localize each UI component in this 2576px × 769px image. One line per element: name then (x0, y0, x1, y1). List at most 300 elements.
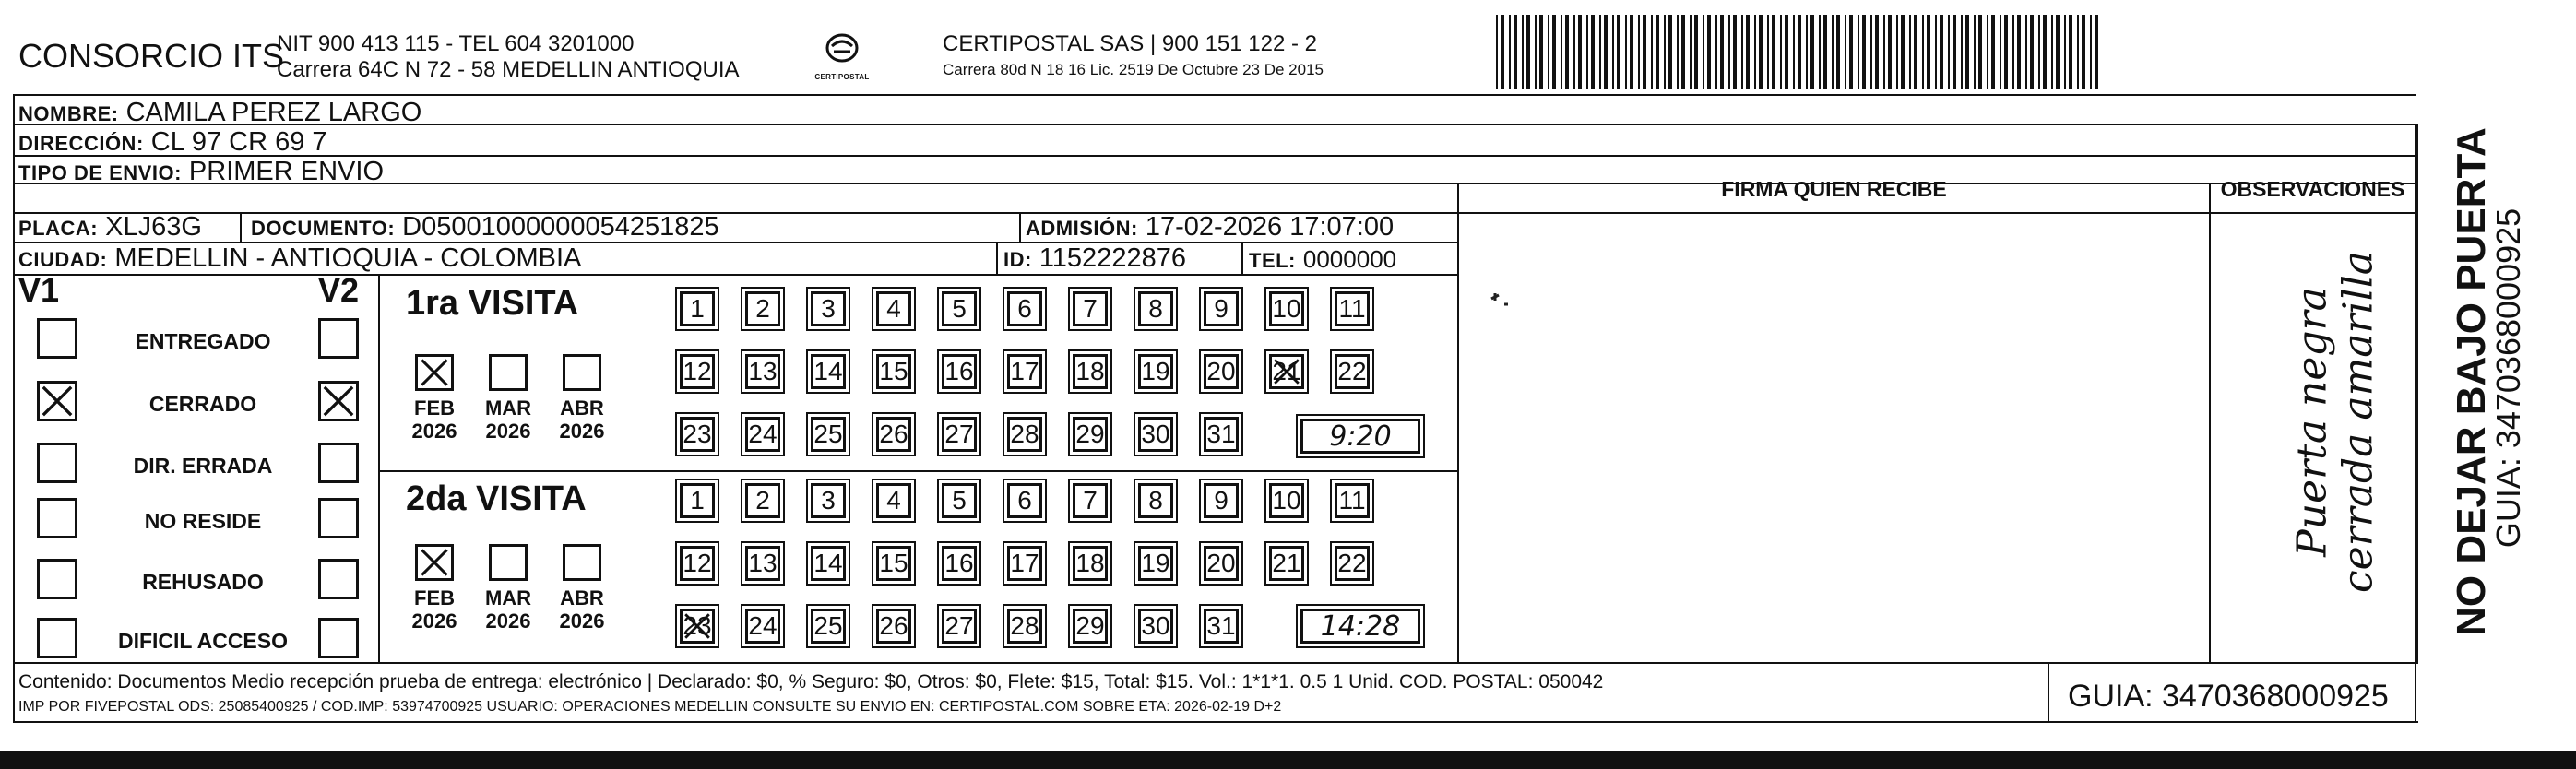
barcode-bar (1935, 15, 1937, 89)
visit1-day-box[interactable] (1007, 291, 1042, 326)
visit2-day-box[interactable] (942, 546, 977, 581)
barcode-bar (1501, 15, 1504, 89)
recipient-name: CAMILA PEREZ LARGO (125, 98, 422, 127)
visit2-month-label (404, 586, 465, 633)
visit1-day-box[interactable] (1335, 291, 1370, 326)
v2-checkbox-1[interactable] (318, 318, 359, 359)
barcode-bar (2069, 15, 2072, 89)
day-number: 31 (1206, 420, 1236, 448)
barcode-bar (1728, 15, 1730, 89)
visit1-day-box[interactable] (680, 354, 715, 389)
v2-checkbox-3[interactable] (318, 443, 359, 483)
barcode-bar (1715, 15, 1717, 89)
barcode-bar (1901, 15, 1905, 89)
visit1-month-checkbox-2[interactable] (489, 354, 528, 391)
day-number: 16 (944, 549, 974, 577)
day-number: 12 (683, 549, 712, 577)
visit2-day-box[interactable] (1335, 546, 1370, 581)
barcode-bar (1612, 15, 1614, 89)
month-year: 2026 (485, 609, 531, 633)
visit2-day-box[interactable] (1007, 546, 1042, 581)
barcode-bar (1496, 15, 1498, 89)
visit2-day-box[interactable] (1269, 483, 1304, 518)
day-number: 8 (1148, 294, 1163, 323)
visit1-day-box[interactable] (1073, 354, 1108, 389)
barcode-bar (1690, 15, 1692, 89)
month-year: 2026 (559, 420, 605, 443)
shipment-type-label: TIPO DE ENVIO: (18, 161, 182, 184)
barcode-bar (1586, 15, 1588, 89)
day-number: 18 (1075, 357, 1105, 385)
barcode-bar (1578, 15, 1582, 89)
day-number: 22 (1337, 357, 1367, 385)
day-number: 25 (813, 420, 843, 448)
footer-content: Contenido: Documentos Medio recepción prueba de entrega: electrónico | Declarado: $0, % Seguro: $0, Otros: $0, Flete: $15, Total: $15. Vol.: 1*1*1. 0.5 1 Unid. COD. POSTAL: 050042 (18, 671, 1604, 692)
barcode-bar (1643, 15, 1646, 89)
day-number: 10 (1272, 486, 1301, 515)
day-number: 21 (1272, 357, 1301, 385)
id-label: ID: (1003, 248, 1032, 271)
plate-label: PLACA: (18, 217, 99, 240)
day-number: 12 (683, 357, 712, 385)
barcode-bar (1694, 15, 1698, 89)
day-number: 9 (1214, 486, 1229, 515)
barcode-bar (1823, 15, 1827, 89)
visit1-day-box[interactable] (1007, 417, 1042, 452)
day-number: 8 (1148, 486, 1163, 515)
day-number: 5 (952, 294, 967, 323)
status-label: REHUSADO (142, 570, 264, 594)
barcode-bar (1862, 15, 1866, 89)
admission-field (1026, 214, 1394, 241)
day-number: 18 (1075, 549, 1105, 577)
visit1-day-box[interactable] (811, 417, 846, 452)
visit2-day-box[interactable] (1335, 483, 1370, 518)
day-number: 2 (755, 486, 770, 515)
barcode-bar (1772, 15, 1775, 89)
v1-checkbox-2[interactable] (37, 381, 77, 421)
day-number: 23 (683, 611, 712, 640)
visit1-time: 9:20 (1300, 419, 1420, 454)
admission-value: 17-02-2026 17:07:00 (1145, 212, 1395, 242)
barcode-bar (1539, 15, 1543, 89)
visit2-day-box[interactable] (1138, 609, 1173, 644)
visit1-day-box[interactable] (876, 354, 911, 389)
visit2-day-box[interactable] (1073, 546, 1108, 581)
footer-guia: GUIA: 3470368000925 (2068, 679, 2389, 714)
barcode-bar (1948, 15, 1950, 89)
day-number: 11 (1338, 294, 1366, 323)
day-number: 28 (1010, 420, 1039, 448)
visit1-day-box[interactable] (876, 291, 911, 326)
barcode-bar (1720, 15, 1724, 89)
visit2-month-label (478, 586, 539, 633)
visit1-day-box[interactable] (942, 417, 977, 452)
visit1-day-box[interactable] (1073, 417, 1108, 452)
document-value: D05001000000054251825 (402, 212, 719, 242)
barcode-bar (1741, 15, 1743, 89)
side-warning (2426, 124, 2564, 658)
city-value: MEDELLIN - ANTIOQUIA - COLOMBIA (114, 243, 582, 273)
address-value: CL 97 CR 69 7 (150, 127, 327, 157)
status-label: DIR. ERRADA (133, 454, 273, 478)
visit1-day-box[interactable] (1269, 291, 1304, 326)
barcode-bar (1961, 15, 1963, 89)
visit1-day-box[interactable] (680, 417, 715, 452)
status-label: DIFICIL ACCESO (117, 629, 288, 653)
visit1-day-box[interactable] (745, 354, 780, 389)
visit1-day-box[interactable] (1204, 291, 1239, 326)
visit2-day-box[interactable] (1007, 609, 1042, 644)
barcode-bar (1565, 15, 1569, 89)
barcode-bar (1573, 15, 1575, 89)
visit2-day-box[interactable] (680, 609, 715, 644)
barcode-bar (1651, 15, 1653, 89)
day-number: 2 (755, 294, 770, 323)
logo-text: CERTIPOSTAL (814, 73, 870, 81)
document-field (251, 214, 719, 241)
day-number: 31 (1206, 611, 1236, 640)
document-label: DOCUMENTO: (251, 217, 396, 240)
tel-label: TEL: (1249, 249, 1296, 272)
visit2-day-box[interactable] (811, 483, 846, 518)
day-number: 20 (1206, 549, 1236, 577)
barcode-bar (1922, 15, 1924, 89)
barcode-bar (1707, 15, 1711, 89)
plate-field (18, 214, 202, 241)
barcode-bar (2077, 15, 2079, 89)
check-x-icon (40, 384, 75, 419)
day-number: 14 (813, 549, 843, 577)
check-x-icon (1272, 357, 1301, 386)
day-number: 29 (1075, 420, 1105, 448)
day-number: 16 (944, 357, 974, 385)
barcode-bar (1677, 15, 1679, 89)
barcode-bar (1526, 15, 1530, 89)
barcode-bar (1914, 15, 1917, 89)
barcode-bar (2056, 15, 2060, 89)
barcode-bar (1798, 15, 1801, 89)
barcode-bar (1535, 15, 1537, 89)
month-name: ABR (560, 396, 604, 420)
visit1-day-box[interactable] (1204, 417, 1239, 452)
barcode-bar (1832, 15, 1834, 89)
visit1-day-box[interactable] (1138, 354, 1173, 389)
v1-checkbox-4[interactable] (37, 498, 77, 538)
visit2-day-box[interactable] (811, 546, 846, 581)
company-address: Carrera 64C N 72 - 58 MEDELLIN ANTIOQUIA (277, 57, 740, 82)
month-name: FEB (414, 396, 455, 420)
shipment-type-value: PRIMER ENVIO (188, 157, 385, 186)
barcode-bar (1617, 15, 1620, 89)
city-field (18, 245, 581, 272)
day-number: 29 (1075, 611, 1105, 640)
visit2-time: 14:28 (1300, 609, 1420, 644)
barcode-bar (1656, 15, 1659, 89)
day-number: 26 (879, 420, 908, 448)
day-number: 20 (1206, 357, 1236, 385)
day-number: 1 (690, 486, 705, 515)
day-number: 19 (1141, 549, 1170, 577)
company-name: CONSORCIO ITS (18, 37, 285, 75)
day-number: 1 (690, 294, 705, 323)
barcode-bar (2090, 15, 2092, 89)
barcode-bar (1806, 15, 1808, 89)
day-number: 4 (886, 294, 901, 323)
company-nit: NIT 900 413 115 - TEL 604 3201000 (277, 31, 635, 56)
v1-checkbox-1[interactable] (37, 318, 77, 359)
month-name: MAR (484, 396, 532, 420)
admission-label: ADMISIÓN: (1026, 217, 1138, 240)
visit1-month-label (478, 396, 539, 443)
barcode-bar (2017, 15, 2021, 89)
day-number: 6 (1017, 486, 1032, 515)
visit1-day-box[interactable] (1204, 354, 1239, 389)
day-number: 30 (1141, 420, 1170, 448)
visit2-day-box[interactable] (1138, 483, 1173, 518)
visit2-month-label (552, 586, 612, 633)
barcode-bar (1987, 15, 1988, 89)
barcode-bar (1548, 15, 1549, 89)
v2-checkbox-5[interactable] (318, 559, 359, 599)
day-number: 17 (1010, 357, 1039, 385)
day-number: 6 (1017, 294, 1032, 323)
month-year: 2026 (485, 420, 531, 443)
barcode-bar (2095, 15, 2098, 89)
visit2-day-box[interactable] (745, 609, 780, 644)
status-label: ENTREGADO (135, 329, 271, 353)
day-number: 26 (879, 611, 908, 640)
observations-header: OBSERVACIONES (2220, 177, 2405, 201)
barcode-bar (1875, 15, 1879, 89)
visit1-title: 1ra VISITA (406, 284, 579, 323)
check-x-icon (683, 611, 712, 641)
check-x-icon (418, 357, 451, 388)
day-number: 9 (1214, 294, 1229, 323)
visit1-month-checkbox-1[interactable] (415, 354, 454, 391)
barcode-bar (1896, 15, 1898, 89)
visit2-day-box[interactable] (1204, 483, 1239, 518)
v1-checkbox-5[interactable] (37, 559, 77, 599)
barcode-bar (1991, 15, 1995, 89)
barcode-bar (1974, 15, 1976, 89)
barcode-bar (1793, 15, 1795, 89)
status-label: NO RESIDE (144, 509, 262, 533)
day-number: 3 (821, 486, 836, 515)
barcode-bar (1819, 15, 1821, 89)
status-label: CERRADO (148, 392, 257, 416)
barcode-bar (1509, 15, 1511, 89)
barcode-bar (1888, 15, 1892, 89)
visit1-day-box[interactable] (1335, 354, 1370, 389)
barcode-bar (1953, 15, 1956, 89)
plate-value: XLJ63G (105, 212, 202, 242)
visit2-day-box[interactable] (876, 483, 911, 518)
day-number: 3 (821, 294, 836, 323)
visit2-day-box[interactable] (876, 546, 911, 581)
visit1-day-box[interactable] (680, 291, 715, 326)
city-label: CIUDAD: (18, 248, 108, 271)
day-number: 4 (886, 486, 901, 515)
visit1-day-box[interactable] (1007, 354, 1042, 389)
check-x-icon (418, 547, 451, 578)
header (0, 0, 2576, 92)
v1-checkbox-3[interactable] (37, 443, 77, 483)
barcode-bar (2082, 15, 2085, 89)
visit2-month-checkbox-1[interactable] (415, 544, 454, 581)
recipient-name-label: NOMBRE: (18, 102, 119, 125)
month-name: FEB (414, 586, 455, 609)
v2-checkbox-4[interactable] (318, 498, 359, 538)
barcode-bar (1785, 15, 1788, 89)
signature-header: FIRMA QUIEN RECIBE (1721, 177, 1947, 201)
visit1-day-box[interactable] (1138, 417, 1173, 452)
certipostal-logo (810, 31, 874, 87)
barcode-bar (1664, 15, 1666, 89)
barcode-bar (1909, 15, 1911, 89)
barcode-bar (1668, 15, 1672, 89)
visit2-day-box[interactable] (1138, 546, 1173, 581)
visit1-day-box[interactable] (811, 291, 846, 326)
visit2-day-box[interactable] (745, 483, 780, 518)
v2-checkbox-6[interactable] (318, 618, 359, 658)
barcode-bar (1754, 15, 1756, 89)
barcode-bar (1561, 15, 1562, 89)
no-dejar-bajo-puerta: NO DEJAR BAJO PUERTA (2449, 127, 2494, 636)
barcode-bar (1703, 15, 1704, 89)
footer-print-info: IMP POR FIVEPOSTAL ODS: 25085400925 / COD.IMP: 53974700925 USUARIO: OPERACIONES MEDELLIN CONSULTE SU ENVIO EN: CERTIPOSTAL.COM SOBRE ETA: 2026-02-19 D+2 (18, 699, 1282, 715)
visit1-day-box[interactable] (811, 354, 846, 389)
visit2-day-box[interactable] (876, 609, 911, 644)
day-number: 15 (879, 357, 908, 385)
visit2-day-box[interactable] (680, 483, 715, 518)
visit2-day-box[interactable] (1073, 609, 1108, 644)
address-label: DIRECCIÓN: (18, 132, 144, 155)
barcode-bar (2030, 15, 2034, 89)
barcode-bar (1845, 15, 1846, 89)
day-number: 7 (1083, 294, 1098, 323)
barcode-bar (1591, 15, 1595, 89)
barcode-bar (2064, 15, 2066, 89)
month-year: 2026 (411, 420, 457, 443)
barcode-bar (1978, 15, 1982, 89)
barcode-bar (1858, 15, 1859, 89)
observation-line-2: cerrada amarilla (2334, 250, 2382, 594)
day-number: 22 (1337, 549, 1367, 577)
carrier-license: Carrera 80d N 18 16 Lic. 2519 De Octubre 23 De 2015 (943, 61, 1324, 78)
visit2-day-box[interactable] (942, 609, 977, 644)
day-number: 17 (1010, 549, 1039, 577)
visit2-day-box[interactable] (680, 546, 715, 581)
visit2-day-box[interactable] (1204, 546, 1239, 581)
barcode-bar (1746, 15, 1750, 89)
visit2-day-box[interactable] (811, 609, 846, 644)
day-number: 21 (1272, 549, 1301, 577)
side-guia: GUIA: 3470368000925 (2489, 207, 2527, 549)
barcode-bar (1604, 15, 1608, 89)
barcode-bar (2004, 15, 2008, 89)
visit2-day-box[interactable] (942, 483, 977, 518)
barcode-bar (1630, 15, 1633, 89)
visit1-day-box[interactable] (942, 291, 977, 326)
visit1-day-box[interactable] (745, 417, 780, 452)
barcode-bar (1965, 15, 1969, 89)
day-number: 11 (1338, 486, 1366, 515)
shipment-type-field (18, 159, 384, 185)
v1-checkbox-6[interactable] (37, 618, 77, 658)
barcode-bar (1767, 15, 1769, 89)
barcode (1496, 15, 2105, 89)
check-x-icon (321, 384, 356, 419)
barcode-bar (1849, 15, 1853, 89)
visit2-day-box[interactable] (1007, 483, 1042, 518)
visit2-month-checkbox-3[interactable] (563, 544, 601, 581)
visit2-month-checkbox-2[interactable] (489, 544, 528, 581)
barcode-bar (1940, 15, 1943, 89)
barcode-bar (1780, 15, 1782, 89)
visit1-day-box[interactable] (1138, 291, 1173, 326)
id-field (1003, 245, 1186, 272)
observation-line-1: Puerta negra (2288, 287, 2336, 557)
visit1-day-box[interactable] (1073, 291, 1108, 326)
day-number: 13 (748, 357, 778, 385)
visit2-day-box[interactable] (1073, 483, 1108, 518)
v2-checkbox-2[interactable] (318, 381, 359, 421)
barcode-bar (1638, 15, 1640, 89)
barcode-bar (1883, 15, 1885, 89)
month-name: MAR (484, 586, 532, 609)
visit2-day-box[interactable] (1269, 546, 1304, 581)
barcode-bar (2025, 15, 2027, 89)
day-number: 30 (1141, 611, 1170, 640)
signature-scribble-icon (1484, 288, 1539, 325)
barcode-bar (1870, 15, 1872, 89)
day-number: 7 (1083, 486, 1098, 515)
tel-field (1249, 247, 1396, 271)
v1-header: V1 (18, 271, 60, 309)
visit1-month-label (552, 396, 612, 443)
barcode-bar (1552, 15, 1556, 89)
day-number: 27 (944, 611, 974, 640)
visit1-day-box[interactable] (1269, 354, 1304, 389)
visit1-month-checkbox-3[interactable] (563, 354, 601, 391)
visit1-day-box[interactable] (745, 291, 780, 326)
barcode-bar (2051, 15, 2053, 89)
day-number: 25 (813, 611, 843, 640)
observations-area (2211, 214, 2414, 660)
address-field (18, 129, 327, 156)
visit1-day-box[interactable] (942, 354, 977, 389)
barcode-bar (1522, 15, 1524, 89)
month-name: ABR (560, 586, 604, 609)
barcode-bar (1681, 15, 1685, 89)
barcode-bar (1836, 15, 1840, 89)
day-number: 19 (1141, 357, 1170, 385)
recipient-name-field (18, 100, 421, 126)
barcode-bar (1514, 15, 1517, 89)
day-number: 24 (748, 420, 778, 448)
day-number: 27 (944, 420, 974, 448)
day-number: 23 (683, 420, 712, 448)
day-number: 28 (1010, 611, 1039, 640)
id-value: 1152222876 (1039, 243, 1186, 273)
visit2-day-box[interactable] (745, 546, 780, 581)
barcode-bar (2043, 15, 2047, 89)
day-number: 10 (1272, 294, 1301, 323)
visit2-day-box[interactable] (1204, 609, 1239, 644)
visit1-day-box[interactable] (876, 417, 911, 452)
visit2-title: 2da VISITA (406, 479, 587, 518)
